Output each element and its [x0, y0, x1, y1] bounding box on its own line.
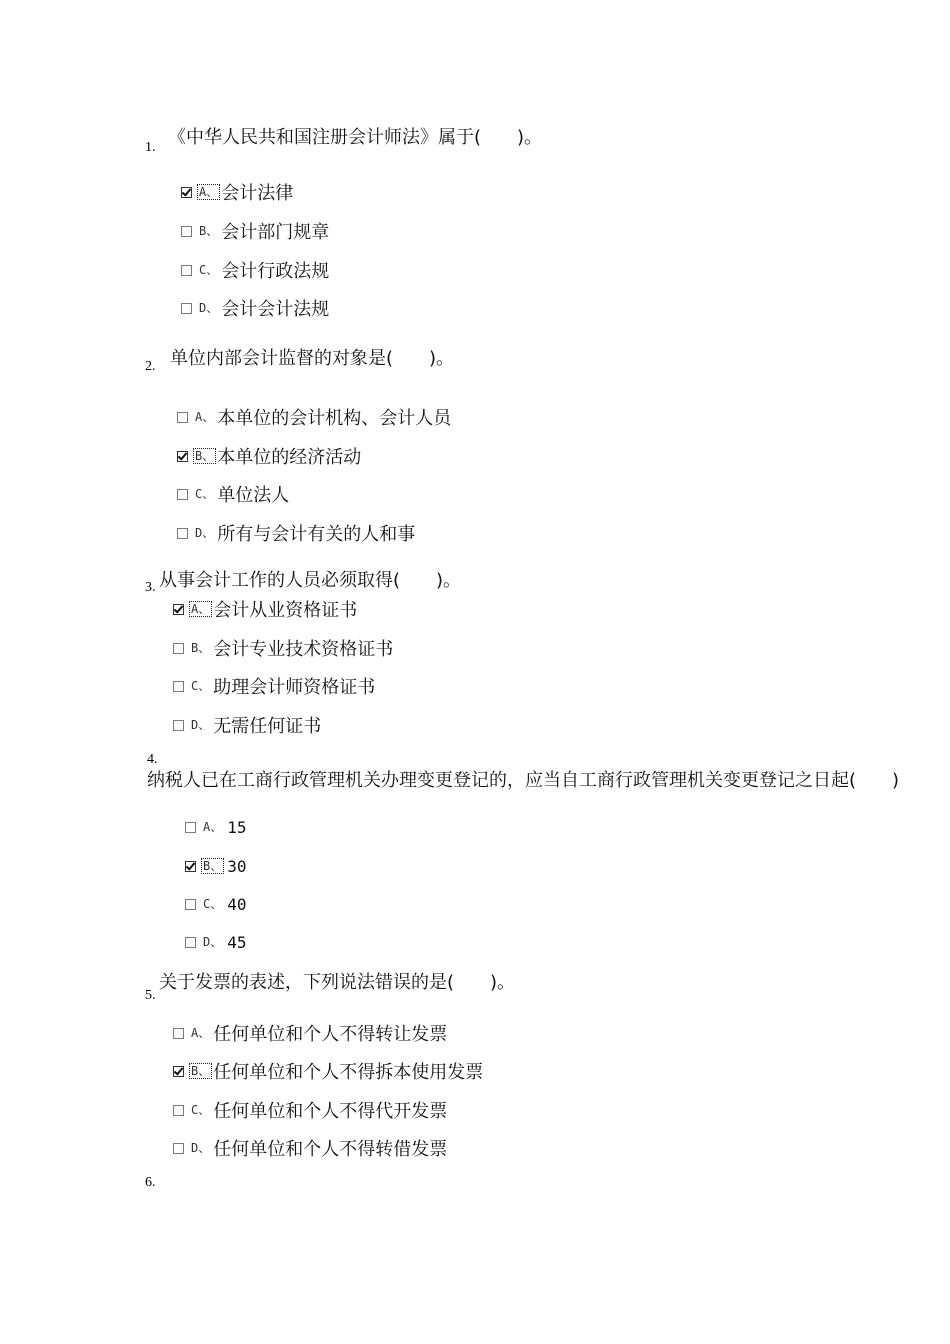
option-d[interactable] [177, 522, 415, 544]
option-letter: C、 [191, 679, 211, 693]
option-b[interactable] [173, 637, 393, 659]
option-b[interactable] [185, 855, 247, 877]
checkbox-icon[interactable] [173, 681, 184, 692]
checkbox-checked-icon[interactable] [181, 187, 192, 198]
option-text: 单位法人 [217, 485, 290, 506]
question-number: 6. [145, 1175, 156, 1190]
option-c[interactable] [173, 675, 375, 697]
option-letter: D、 [191, 718, 211, 732]
option-letter: B、 [203, 859, 223, 873]
option-d[interactable] [173, 1137, 447, 1159]
option-b[interactable] [181, 220, 329, 242]
checkbox-icon[interactable] [181, 303, 192, 314]
option-text: 会计专业技术资格证书 [213, 639, 394, 660]
option-letter: B、 [191, 1064, 211, 1078]
checkbox-icon[interactable] [173, 1143, 184, 1154]
option-letter: C、 [191, 1103, 211, 1117]
question-number: 1. [145, 140, 156, 155]
option-c[interactable] [173, 1099, 447, 1121]
option-text: 任何单位和个人不得转让发票 [213, 1024, 448, 1045]
checkbox-checked-icon[interactable] [177, 451, 188, 462]
option-a[interactable] [181, 181, 293, 203]
option-text: 45 [227, 932, 247, 952]
question-text: 关于发票的表述，下列说法错误的是( )。 [159, 972, 516, 993]
question-number: 2. [145, 359, 156, 374]
option-letter: D、 [199, 301, 219, 315]
option-letter: D、 [191, 1141, 211, 1155]
option-letter: A、 [203, 820, 223, 834]
option-text: 会计部门规章 [221, 222, 330, 243]
option-letter: B、 [191, 641, 211, 655]
option-letter: D、 [203, 935, 223, 949]
option-letter: A、 [195, 410, 215, 424]
checkbox-icon[interactable] [185, 899, 196, 910]
option-a[interactable] [173, 1022, 447, 1044]
option-c[interactable] [177, 483, 289, 505]
checkbox-icon[interactable] [173, 1028, 184, 1039]
option-a[interactable] [173, 598, 357, 620]
option-text: 会计从业资格证书 [213, 600, 358, 621]
option-text: 助理会计师资格证书 [213, 677, 376, 698]
checkbox-icon[interactable] [173, 1105, 184, 1116]
option-letter: A、 [191, 1026, 211, 1040]
option-letter: B、 [195, 449, 215, 463]
checkbox-icon[interactable] [181, 265, 192, 276]
question-text: 单位内部会计监督的对象是( )。 [170, 348, 455, 369]
question-number: 4. [147, 752, 158, 767]
option-d[interactable] [181, 297, 329, 319]
option-d[interactable] [173, 714, 321, 736]
checkbox-icon[interactable] [181, 226, 192, 237]
checkbox-checked-icon[interactable] [173, 604, 184, 615]
option-letter: A、 [199, 185, 219, 199]
option-text: 本单位的经济活动 [217, 447, 362, 468]
checkbox-icon[interactable] [177, 489, 188, 500]
checkbox-checked-icon[interactable] [185, 861, 196, 872]
option-c[interactable] [185, 893, 247, 915]
option-text: 会计行政法规 [221, 261, 330, 282]
option-text: 40 [227, 894, 247, 914]
option-text: 15 [227, 817, 247, 837]
option-text: 任何单位和个人不得转借发票 [213, 1139, 448, 1160]
option-letter: A、 [191, 602, 211, 616]
option-letter: B、 [199, 224, 219, 238]
option-letter: C、 [203, 897, 223, 911]
option-text: 任何单位和个人不得代开发票 [213, 1101, 448, 1122]
checkbox-icon[interactable] [173, 720, 184, 731]
option-a[interactable] [177, 406, 451, 428]
question-number: 3. [145, 580, 156, 595]
option-d[interactable] [185, 931, 247, 953]
option-b[interactable] [173, 1060, 483, 1082]
option-letter: C、 [199, 263, 219, 277]
option-text: 任何单位和个人不得拆本使用发票 [213, 1062, 484, 1083]
checkbox-icon[interactable] [177, 528, 188, 539]
option-text: 30 [227, 856, 247, 876]
option-b[interactable] [177, 445, 361, 467]
option-text: 本单位的会计机构、会计人员 [217, 408, 452, 429]
checkbox-icon[interactable] [185, 937, 196, 948]
question-number: 5. [145, 988, 156, 1003]
option-c[interactable] [181, 259, 329, 281]
option-letter: D、 [195, 526, 215, 540]
option-text: 所有与会计有关的人和事 [217, 524, 416, 545]
question-text: 《中华人民共和国注册会计师法》属于( )。 [168, 127, 543, 148]
checkbox-icon[interactable] [173, 643, 184, 654]
checkbox-checked-icon[interactable] [173, 1066, 184, 1077]
checkbox-icon[interactable] [177, 412, 188, 423]
option-text: 无需任何证书 [213, 716, 322, 737]
option-a[interactable] [185, 816, 247, 838]
option-letter: C、 [195, 487, 215, 501]
checkbox-icon[interactable] [185, 822, 196, 833]
question-text: 纳税人已在工商行政管理机关办理变更登记的，应当自工商行政管理机关变更登记之日起( ) [147, 770, 900, 791]
option-text: 会计法律 [221, 183, 294, 204]
question-text: 从事会计工作的人员必须取得( )。 [159, 570, 462, 591]
option-text: 会计会计法规 [221, 299, 330, 320]
